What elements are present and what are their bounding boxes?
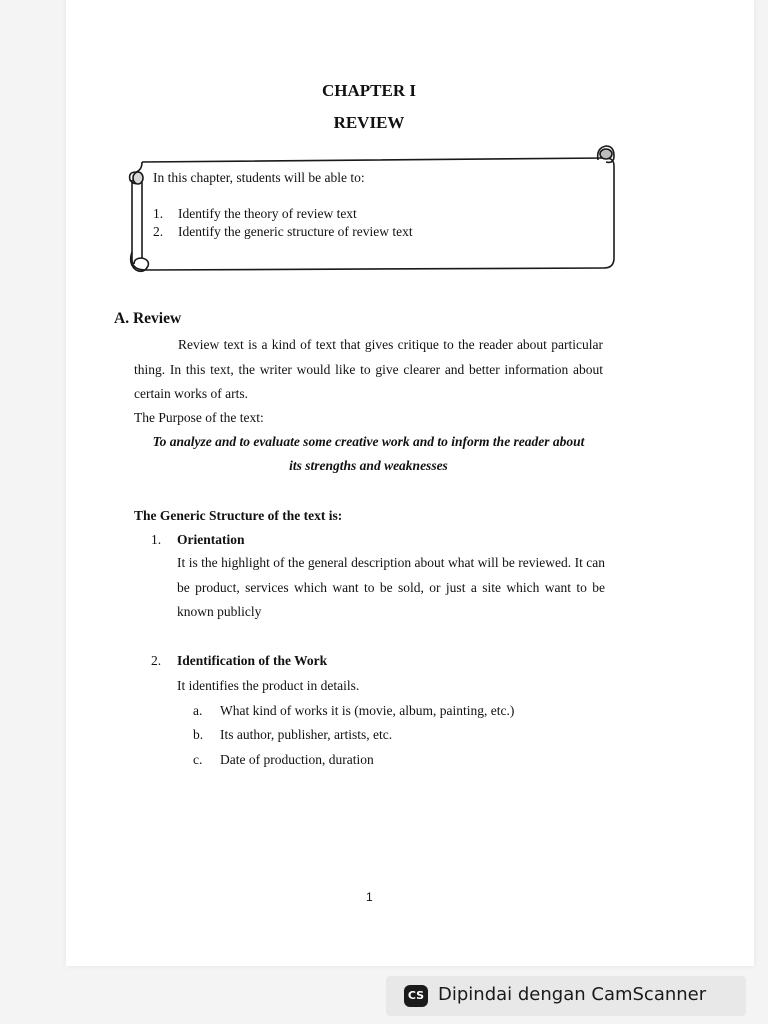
chapter-number: CHAPTER I [322, 81, 416, 100]
subitem-c-text: Date of production, duration [220, 752, 374, 767]
subitem-a-letter: a. [193, 703, 203, 718]
subitem-c-letter: c. [193, 752, 203, 767]
purpose-line-1: To analyze and to evaluate some creative work and to inform the reader about [152, 434, 585, 449]
purpose-label: The Purpose of the text: [134, 410, 264, 425]
chapter-title: REVIEW [333, 113, 405, 132]
objective-1-number: 1. [153, 206, 164, 221]
subitem-a-text: What kind of works it is (movie, album, painting, etc.) [220, 703, 515, 718]
purpose-line-2: its strengths and weaknesses [289, 458, 448, 473]
objective-2-text: Identify the generic structure of review text [178, 224, 413, 239]
camscanner-badge [386, 976, 746, 1016]
objective-1-text: Identify the theory of review text [178, 206, 357, 221]
orientation-number: 1. [151, 532, 162, 547]
subitem-b-text: Its author, publisher, artists, etc. [220, 727, 393, 742]
objective-2-number: 2. [153, 224, 164, 239]
review-paragraph: Review text is a kind of text that gives critique to the reader about particular thing. In this text, the writer would like to give clearer and better information about certain works of arts. [134, 337, 603, 401]
orientation-title: Orientation [177, 532, 245, 547]
section-heading: A. Review [114, 310, 182, 327]
orientation-text: It is the highlight of the general description about what will be reviewed. It can be product, services which want to be sold, or just a site which want to be known publicly [177, 555, 605, 619]
structure-heading: The Generic Structure of the text is: [134, 508, 343, 523]
objectives-intro: In this chapter, students will be able to: [153, 170, 365, 185]
identification-title: Identification of the Work [177, 653, 328, 668]
subitem-b-letter: b. [193, 727, 204, 742]
camscanner-logo-icon: CS [404, 985, 428, 1007]
camscanner-text: Dipindai dengan CamScanner [438, 984, 707, 1005]
identification-text: It identifies the product in details. [177, 678, 360, 693]
identification-number: 2. [151, 653, 162, 668]
page-number: 1 [366, 890, 373, 904]
